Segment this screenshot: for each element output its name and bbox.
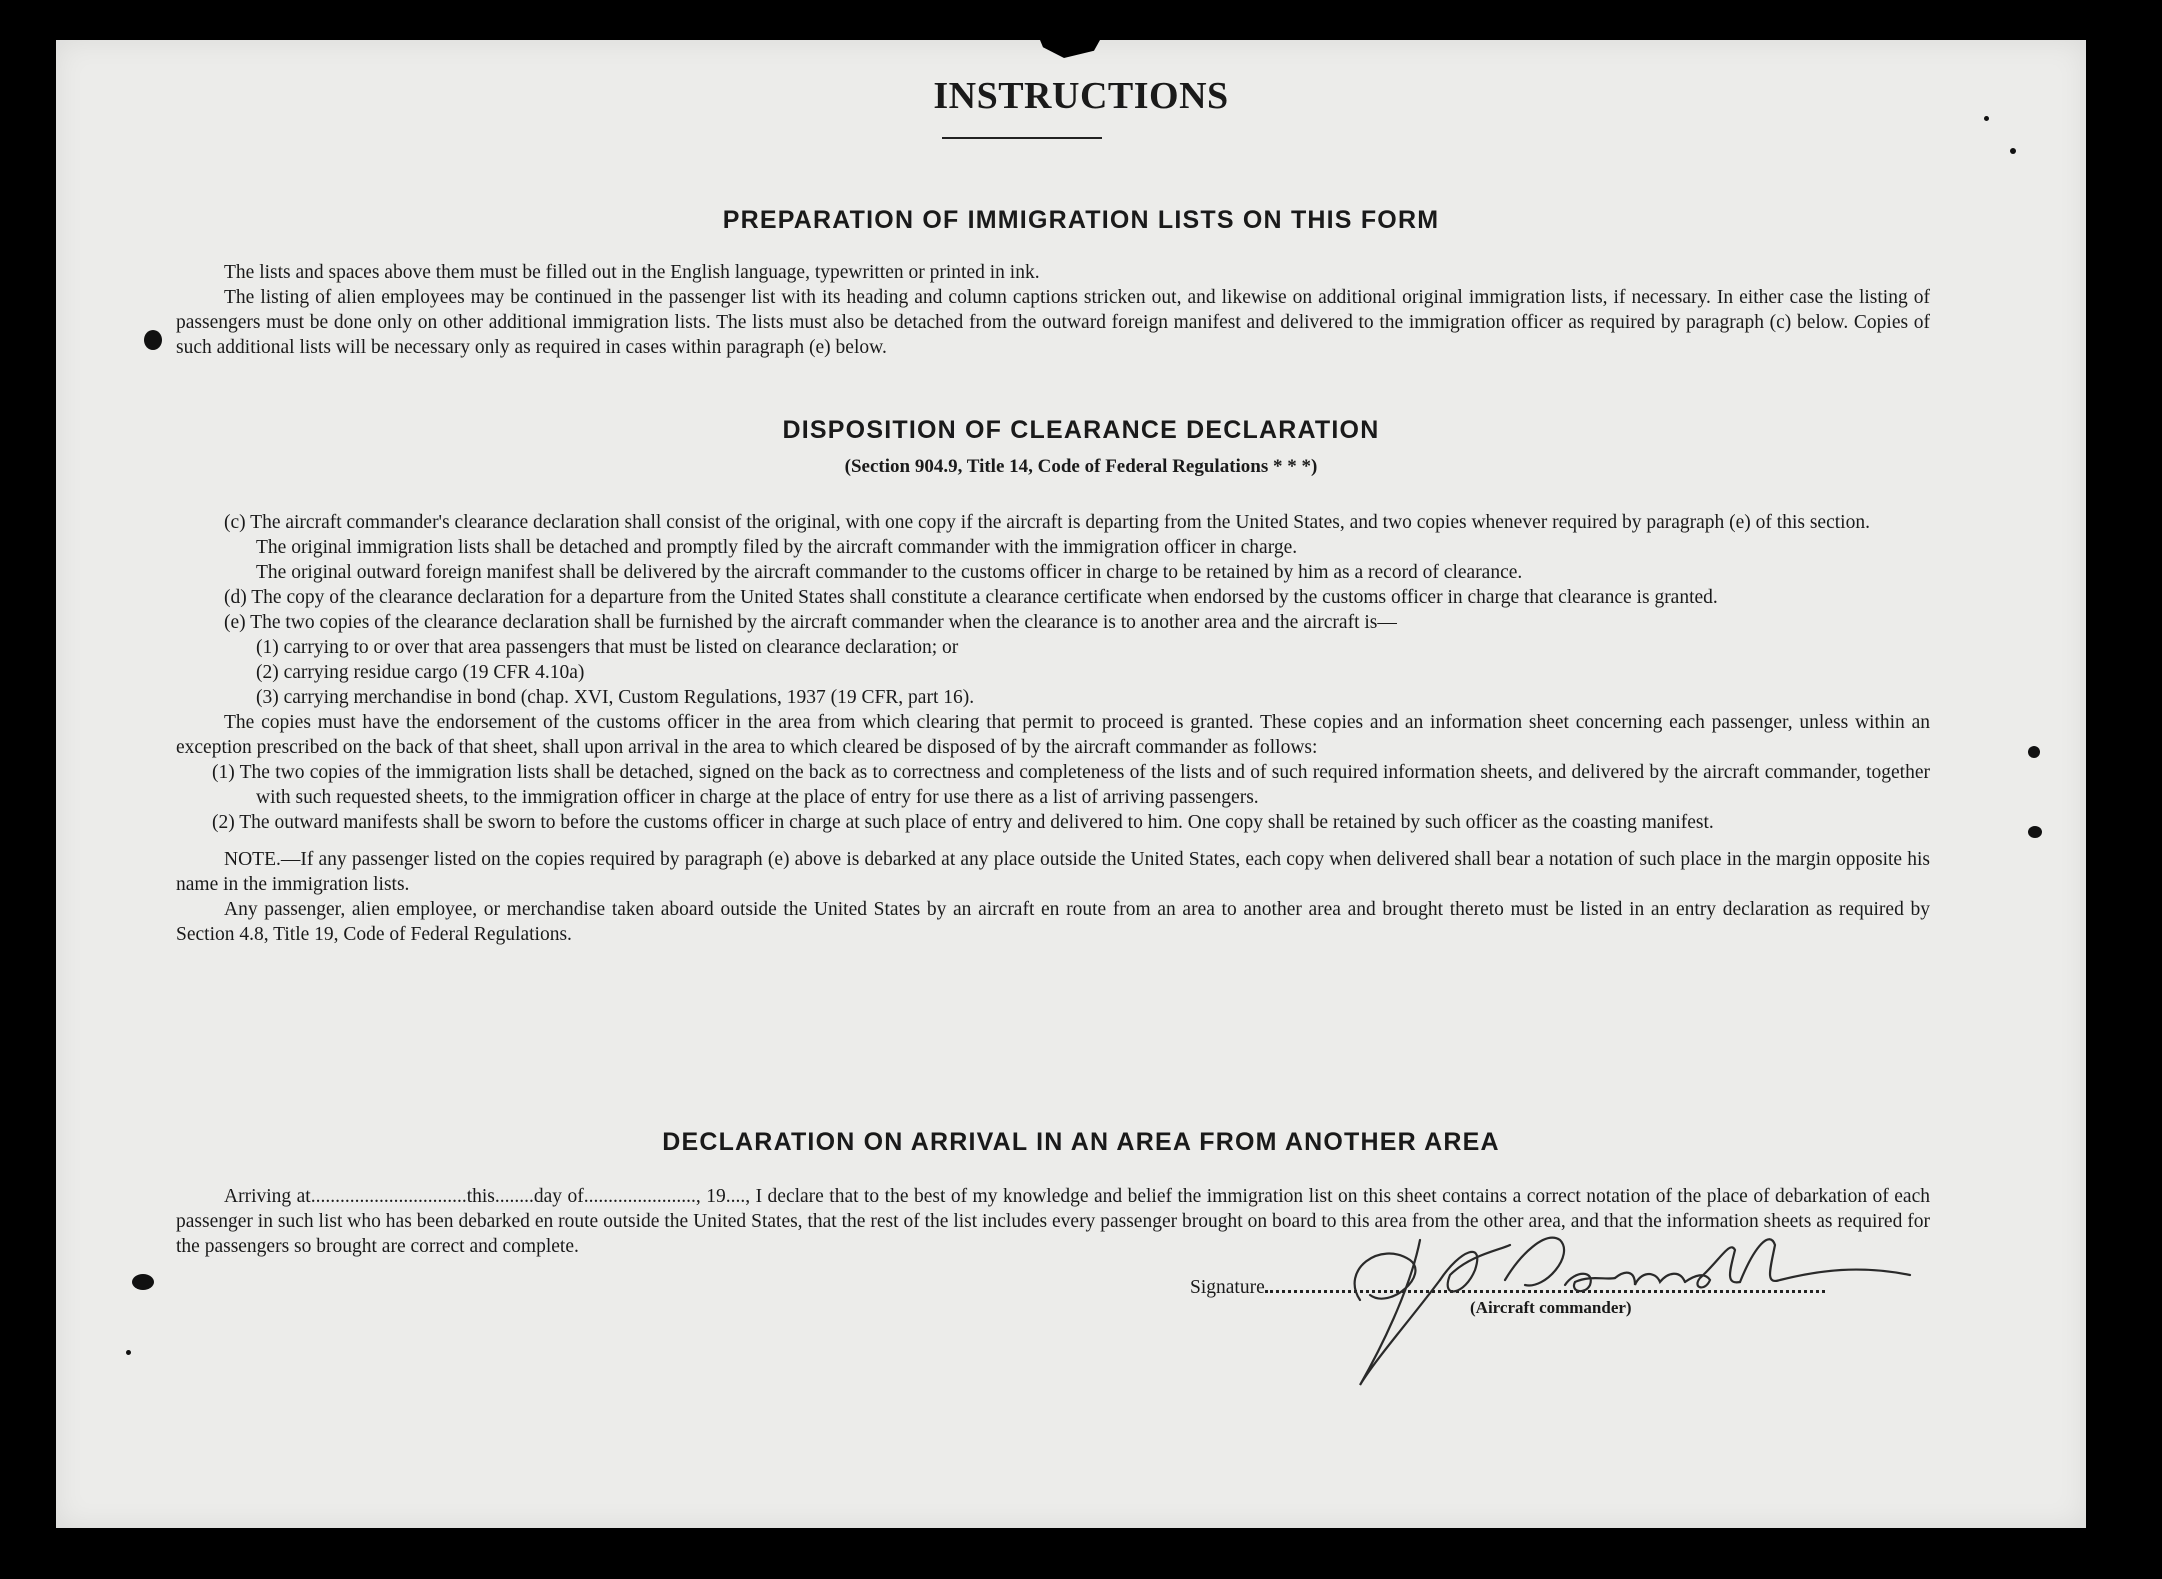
paragraph-f1: (1) The two copies of the immigration lists shall be detached, signed on the back as to correctness and completeness of the lists and of such required information sheets, and delivered by the aircraft commander, together with such requested sheets, to the immigration officer in charge at the place of entry for use there as a list of arriving passengers. <box>212 762 1930 808</box>
section-subheading-citation: (Section 904.9, Title 14, Code of Federal Regulations * * *) <box>844 456 1318 477</box>
ink-speck <box>2028 746 2040 758</box>
ink-speck <box>2010 148 2016 154</box>
title-rule <box>942 137 1102 139</box>
paragraph: The lists and spaces above them must be filled out in the English language, typewritten or printed in ink. <box>224 262 1040 283</box>
page-title: INSTRUCTIONS <box>933 75 1229 117</box>
section-heading-declaration: DECLARATION ON ARRIVAL IN AN AREA FROM ANOTHER AREA <box>662 1128 1500 1156</box>
paragraph-f2: (2) The outward manifests shall be sworn to before the customs officer in charge at such place of entry and delivered to him. One copy shall be retained by such officer as the coasting manifest. <box>212 812 1714 833</box>
section-heading-preparation: PREPARATION OF IMMIGRATION LISTS ON THIS FORM <box>722 206 1440 234</box>
paragraph-any: Any passenger, alien employee, or merchandise taken aboard outside the United States by an aircraft en route from an area to another area and brought thereto must be listed in an entry declaration as required by Section 4.8, Title 19, Code of Federal Regulations. <box>176 899 1930 945</box>
signature-caption: (Aircraft commander) <box>1470 1298 1632 1317</box>
handwritten-signature <box>1300 1200 1920 1400</box>
ink-speck <box>132 1274 154 1290</box>
signature-stroke <box>1565 1274 1615 1291</box>
declaration-text: Arriving at................................this........day of......................., 19...., I declare that to the best of my knowledge and belief the immigration list on this sheet contains a correct notation of the place of debarkation of each passenger in such list who has been debarked en route outside the United States, that the rest of the list includes every passenger brought on board to this area from the other area, and that the information sheets as required for the passengers so brought are correct and complete. <box>176 1186 1930 1257</box>
paragraph-e: (e) The two copies of the clearance declaration shall be furnished by the aircraft commander when the clearance is to another area and the aircraft is— <box>224 612 1397 633</box>
signature-stroke <box>1685 1247 1740 1287</box>
paragraph-copies: The copies must have the endorsement of the customs officer in the area from which clearing that permit to proceed is granted. These copies and an information sheet concerning each passenger, unless within an exception prescribed on the back of that sheet, shall upon arrival in the area to which cleared be disposed of by the aircraft commander as follows: <box>176 712 1930 758</box>
paragraph-d: (d) The copy of the clearance declaration for a departure from the United States shall constitute a clearance certificate when endorsed by the customs officer in charge that clearance is granted. <box>224 587 1718 608</box>
signature-stroke <box>1355 1254 1416 1300</box>
paragraph-c: (c) The aircraft commander's clearance declaration shall consist of the original, with one copy if the aircraft is departing from the United States, and two copies whenever required by paragraph (e) of this section. <box>224 512 1870 533</box>
paragraph-e3: (3) carrying merchandise in bond (chap. XVI, Custom Regulations, 1937 (19 CFR, part 16). <box>256 687 975 708</box>
signature-stroke <box>1615 1273 1685 1285</box>
section-preparation-body <box>176 260 1930 360</box>
section-heading-disposition: DISPOSITION OF CLEARANCE DECLARATION <box>782 416 1380 444</box>
paragraph-e1: (1) carrying to or over that area passengers that must be listed on clearance declaration; or <box>256 637 959 658</box>
ink-speck <box>2028 826 2042 838</box>
signature-stroke <box>1740 1239 1910 1282</box>
signature-stroke <box>1505 1238 1564 1286</box>
ink-speck <box>126 1350 131 1355</box>
paragraph-note: NOTE.—If any passenger listed on the copies required by paragraph (e) above is debarked at any place outside the United States, each copy when delivered shall bear a notation of such place in the margin opposite his name in the immigration lists. <box>176 849 1930 895</box>
signature-label: Signature <box>1190 1277 1265 1298</box>
section-disposition-body <box>176 510 1930 947</box>
signature-stroke <box>1360 1240 1440 1385</box>
paragraph: The listing of alien employees may be continued in the passenger list with its heading and column captions stricken out, and likewise on additional original immigration lists, if necessary. In either case the listing of passengers must be done only on other additional immigration lists. The lists must also be detached from the outward foreign manifest and delivered to the immigration officer as required by paragraph (c) below. Copies of such additional lists will be necessary only as required in cases within paragraph (e) below. <box>176 287 1930 358</box>
ink-speck <box>144 330 162 350</box>
paragraph-c2: The original outward foreign manifest shall be delivered by the aircraft commander to the customs officer in charge to be retained by him as a record of clearance. <box>256 562 1523 583</box>
signature-stroke <box>1440 1245 1510 1291</box>
paragraph-e2: (2) carrying residue cargo (19 CFR 4.10a) <box>256 662 585 683</box>
paragraph-c1: The original immigration lists shall be detached and promptly filed by the aircraft commander with the immigration officer in charge. <box>256 537 1298 558</box>
